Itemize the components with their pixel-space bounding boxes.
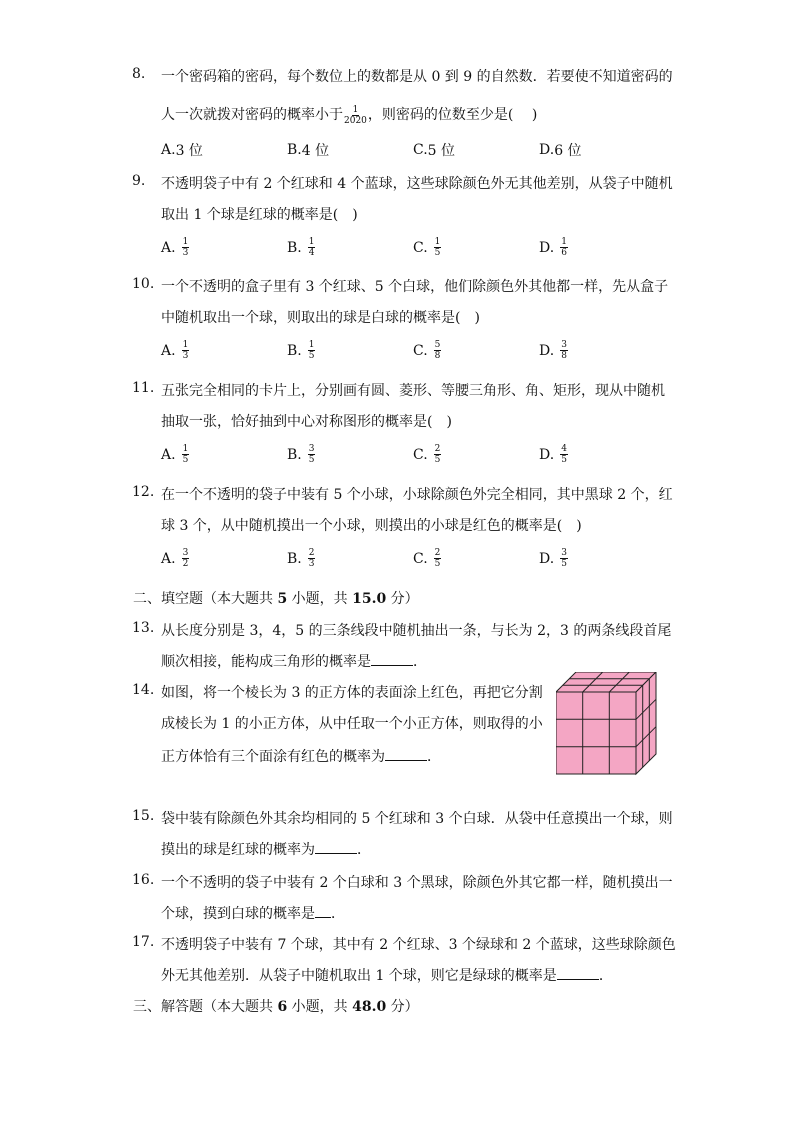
fraction — [308, 340, 316, 361]
question-number: 8. — [132, 66, 146, 82]
numerator: 1 — [434, 237, 441, 247]
numerator: 1 — [308, 237, 315, 247]
fraction — [560, 340, 568, 361]
text-segment: ． — [413, 654, 427, 670]
option-label: C. — [413, 342, 428, 359]
fraction — [434, 340, 442, 361]
numerator: 2 — [308, 548, 315, 558]
option-label: C. — [413, 239, 428, 256]
question-number: 14. — [132, 682, 155, 698]
option-text: 3 位 — [175, 143, 203, 159]
fraction — [308, 444, 316, 465]
denominator: 5 — [561, 455, 567, 465]
options — [161, 237, 661, 261]
option-label: D. — [539, 142, 555, 158]
fraction — [434, 444, 442, 465]
question-text-line2 — [161, 965, 613, 985]
denominator: 5 — [182, 455, 189, 465]
numerator: 2 — [434, 444, 441, 454]
option-label: D. — [539, 550, 555, 567]
option-c[interactable] — [413, 548, 441, 569]
option-label: D. — [539, 446, 555, 463]
numerator: 1 — [308, 340, 315, 350]
question-text-line1: 袋中装有除颜色外其余均相同的 5 个红球和 3 个白球．从袋中任意摸出一个球，则 — [161, 811, 673, 827]
option-label: C. — [413, 550, 428, 567]
fraction — [343, 105, 368, 126]
cube-front-face — [556, 692, 636, 774]
text-segment: 顺次相接，能构成三角形的概率是 — [161, 654, 371, 670]
options — [161, 140, 661, 164]
question-text-line2 — [161, 104, 537, 126]
question-number: 12. — [132, 484, 155, 500]
fraction — [182, 444, 190, 465]
text-segment: 外无其他差别．从袋子中随机取出 1 个球，则它是绿球的概率是 — [161, 968, 557, 984]
question-text-line2 — [161, 903, 345, 923]
question-text-line2 — [161, 651, 427, 671]
fraction — [308, 548, 316, 569]
denominator: 8 — [561, 351, 567, 361]
section-count: 5 — [277, 591, 288, 607]
option-b[interactable] — [287, 444, 315, 465]
section-text: 小题，共 — [287, 591, 353, 607]
question-number: 9. — [132, 173, 146, 189]
option-text: 4 位 — [301, 143, 330, 159]
option-label: B. — [287, 550, 302, 567]
option-label: B. — [287, 446, 302, 463]
option-a[interactable] — [161, 444, 189, 465]
option-c[interactable] — [413, 140, 455, 160]
fraction — [560, 237, 568, 258]
numerator: 1 — [352, 104, 359, 115]
text-segment: 个球，摸到白球的概率是 — [161, 906, 315, 922]
question-number: 17. — [132, 934, 155, 950]
denominator: 4 — [308, 248, 315, 258]
question-text-line1: 一个不透明的盒子里有 3 个红球、5 个白球，他们除颜色外其他都一样，先从盒子 — [161, 279, 669, 295]
denominator: 5 — [561, 559, 567, 569]
section-score: 48.0 — [352, 999, 387, 1015]
option-b[interactable] — [287, 340, 315, 361]
option-d[interactable] — [539, 444, 568, 465]
denominator: 5 — [308, 455, 315, 465]
option-b[interactable] — [287, 548, 315, 569]
question-text-line1: 不透明袋子中有 2 个红球和 4 个蓝球，这些球除颜色外无其他差别，从袋子中随机 — [161, 176, 673, 192]
answer-blank[interactable] — [385, 746, 427, 761]
question-text-line2 — [161, 839, 371, 859]
question-text-line1: 从长度分别是 3，4，5 的三条线段中随机抽出一条，与长为 2，3 的两条线段首尾 — [161, 623, 672, 639]
option-b[interactable] — [287, 237, 315, 258]
question-text-line1: 如图，将一个棱长为 3 的正方体的表面涂上红色，再把它分割 — [161, 685, 543, 701]
fraction — [182, 237, 190, 258]
section-text: 二、填空题（本大题共 — [133, 591, 278, 607]
text-segment: ． — [598, 968, 613, 984]
numerator: 1 — [182, 340, 189, 350]
options — [161, 340, 661, 364]
fraction — [560, 548, 568, 569]
question-text-line3 — [161, 746, 441, 766]
question-text-line2: 中随机取出一个球，则取出的球是白球的概率是( ) — [161, 310, 480, 326]
fraction — [182, 340, 190, 361]
option-label: A. — [161, 239, 176, 256]
numerator: 5 — [434, 340, 441, 350]
option-d[interactable] — [539, 237, 568, 258]
option-label: A. — [161, 142, 176, 158]
option-label: C. — [413, 142, 428, 158]
question-text-line1: 一个密码箱的密码，每个数位上的数都是从 0 到 9 的自然数．若要使不知道密码的 — [161, 69, 673, 85]
section-score: 15.0 — [352, 591, 387, 607]
question-number: 16. — [132, 872, 155, 888]
question-text-line2: 抽取一张，恰好抽到中心对称图形的概率是( ) — [161, 414, 452, 430]
option-label: B. — [287, 342, 302, 359]
question-number: 13. — [132, 620, 155, 636]
fraction — [434, 237, 442, 258]
denominator: 3 — [308, 559, 315, 569]
answer-blank[interactable] — [315, 839, 357, 854]
fraction — [308, 237, 316, 258]
option-c[interactable] — [413, 444, 441, 465]
text-segment: 摸出的球是红球的概率为 — [161, 842, 315, 858]
denominator: 3 — [182, 351, 189, 361]
section-text: 分） — [386, 999, 419, 1015]
section-text: 三、解答题（本大题共 — [133, 999, 278, 1015]
option-label: C. — [413, 446, 428, 463]
question-text-line1: 一个不透明的袋子中装有 2 个白球和 3 个黑球，除颜色外其它都一样，随机摸出一 — [161, 875, 673, 891]
option-label: A. — [161, 342, 176, 359]
numerator: 2 — [434, 548, 441, 558]
question-text-line1: 在一个不透明的袋子中装有 5 个小球，小球除颜色外完全相同，其中黑球 2 个，红 — [161, 487, 673, 503]
text-segment: ． — [331, 906, 345, 922]
section-solve-header — [133, 996, 419, 1016]
painted-cube-figure — [556, 672, 660, 776]
text-segment: 正方体恰有三个面涂有红色的概率为 — [161, 749, 385, 765]
option-label: D. — [539, 239, 555, 256]
section-fill-in-header — [133, 588, 419, 608]
numerator: 3 — [561, 340, 567, 350]
option-text: 6 位 — [554, 143, 582, 159]
option-label: B. — [287, 239, 302, 256]
denominator: 2 — [182, 559, 189, 569]
fraction — [182, 548, 190, 569]
option-d[interactable] — [539, 140, 582, 160]
answer-blank[interactable] — [371, 651, 413, 666]
option-label: D. — [539, 342, 555, 359]
text-segment: 人一次就拨对密码的概率小于 — [161, 107, 343, 123]
question-number: 15. — [132, 808, 155, 824]
numerator: 1 — [182, 237, 189, 247]
option-a[interactable] — [161, 140, 203, 160]
answer-blank[interactable] — [557, 965, 599, 980]
denominator: 2020 — [344, 115, 367, 126]
answer-blank[interactable] — [315, 903, 331, 918]
section-text: 分） — [386, 591, 419, 607]
question-text-line1: 五张完全相同的卡片上，分别画有圆、菱形、等腰三角形、角、矩形，现从中随机 — [161, 383, 665, 399]
option-label: A. — [161, 550, 176, 567]
option-label: B. — [287, 142, 302, 158]
text-segment: ，则密码的位数至少是( ) — [367, 107, 538, 123]
denominator: 5 — [434, 559, 441, 569]
options — [161, 444, 661, 468]
denominator: 3 — [182, 248, 189, 258]
question-number: 11. — [132, 380, 155, 396]
denominator: 5 — [434, 455, 441, 465]
numerator: 1 — [182, 444, 189, 454]
fraction — [434, 548, 442, 569]
option-a[interactable] — [161, 548, 189, 569]
section-count: 6 — [277, 999, 288, 1015]
denominator: 6 — [561, 248, 567, 258]
section-text: 小题，共 — [287, 999, 353, 1015]
fraction — [560, 444, 568, 465]
question-number: 10. — [132, 276, 155, 292]
option-d[interactable] — [539, 548, 568, 569]
text-segment: ． — [427, 749, 441, 765]
option-d[interactable] — [539, 340, 568, 361]
question-text-line1: 不透明袋子中装有 7 个球，其中有 2 个红球、3 个绿球和 2 个蓝球，这些球除颜色 — [161, 937, 676, 953]
numerator: 1 — [561, 237, 567, 247]
options — [161, 548, 661, 572]
text-segment: ． — [357, 842, 371, 858]
option-text: 5 位 — [427, 143, 456, 159]
option-a[interactable] — [161, 340, 189, 361]
numerator: 3 — [182, 548, 189, 558]
option-label: A. — [161, 446, 176, 463]
option-c[interactable] — [413, 237, 441, 258]
question-text-line2: 取出 1 个球是红球的概率是( ) — [161, 207, 358, 223]
numerator: 4 — [561, 444, 567, 454]
option-b[interactable] — [287, 140, 329, 160]
denominator: 8 — [434, 351, 441, 361]
numerator: 3 — [561, 548, 567, 558]
option-c[interactable] — [413, 340, 441, 361]
denominator: 5 — [308, 351, 315, 361]
option-a[interactable] — [161, 237, 189, 258]
question-text-line2: 成棱长为 1 的小正方体，从中任取一个小正方体，则取得的小 — [161, 716, 543, 732]
question-text-line2: 球 3 个，从中随机摸出一个小球，则摸出的小球是红色的概率是( ) — [161, 518, 582, 534]
numerator: 3 — [308, 444, 315, 454]
denominator: 5 — [434, 248, 441, 258]
